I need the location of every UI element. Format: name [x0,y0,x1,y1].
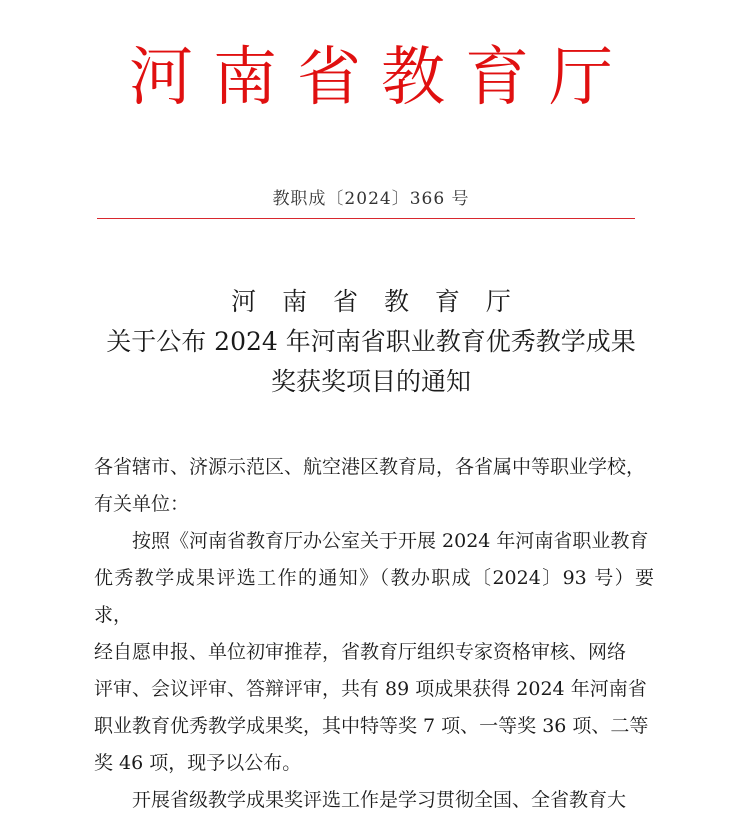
paragraph-1-line-6: 奖 46 项，现予以公布。 [94,752,302,774]
issuing-authority-header: 河南省教育厅 [129,41,633,115]
document-title [0,282,742,402]
addressee-line-2: 有关单位： [94,493,190,515]
paragraph-1-line-1: 按照《河南省教育厅办公室关于开展 2024 年河南省职业教育 [132,530,649,552]
title-line-2: 关于公布 2024 年河南省职业教育优秀教学成果 [106,327,636,356]
document-body [94,449,654,819]
red-divider-line [97,218,635,219]
title-line-3: 奖获奖项目的通知 [270,367,471,396]
paragraph-2-line-1: 开展省级教学成果奖评选工作是学习贯彻全国、全省教育大 [132,789,627,811]
document-number: 教职成〔2024〕366 号 [272,189,470,209]
addressee-line-1: 各省辖市、济源示范区、航空港区教育局，各省属中等职业学校， [94,456,646,478]
paragraph-1-line-4: 评审、会议评审、答辩评审，共有 89 项成果获得 2024 年河南省 [94,678,647,700]
paragraph-1-line-2: 优秀教学成果评选工作的通知》（教办职成〔2024〕93 号）要求， [94,567,654,626]
paragraph-1-line-3: 经自愿申报、单位初审推荐，省教育厅组织专家资格审核、网络 [94,641,627,663]
title-line-1: 河 南 省 教 育 厅 [231,287,520,316]
paragraph-1-line-5: 职业教育优秀教学成果奖，其中特等奖 7 项、一等奖 36 项、二等 [94,715,649,737]
